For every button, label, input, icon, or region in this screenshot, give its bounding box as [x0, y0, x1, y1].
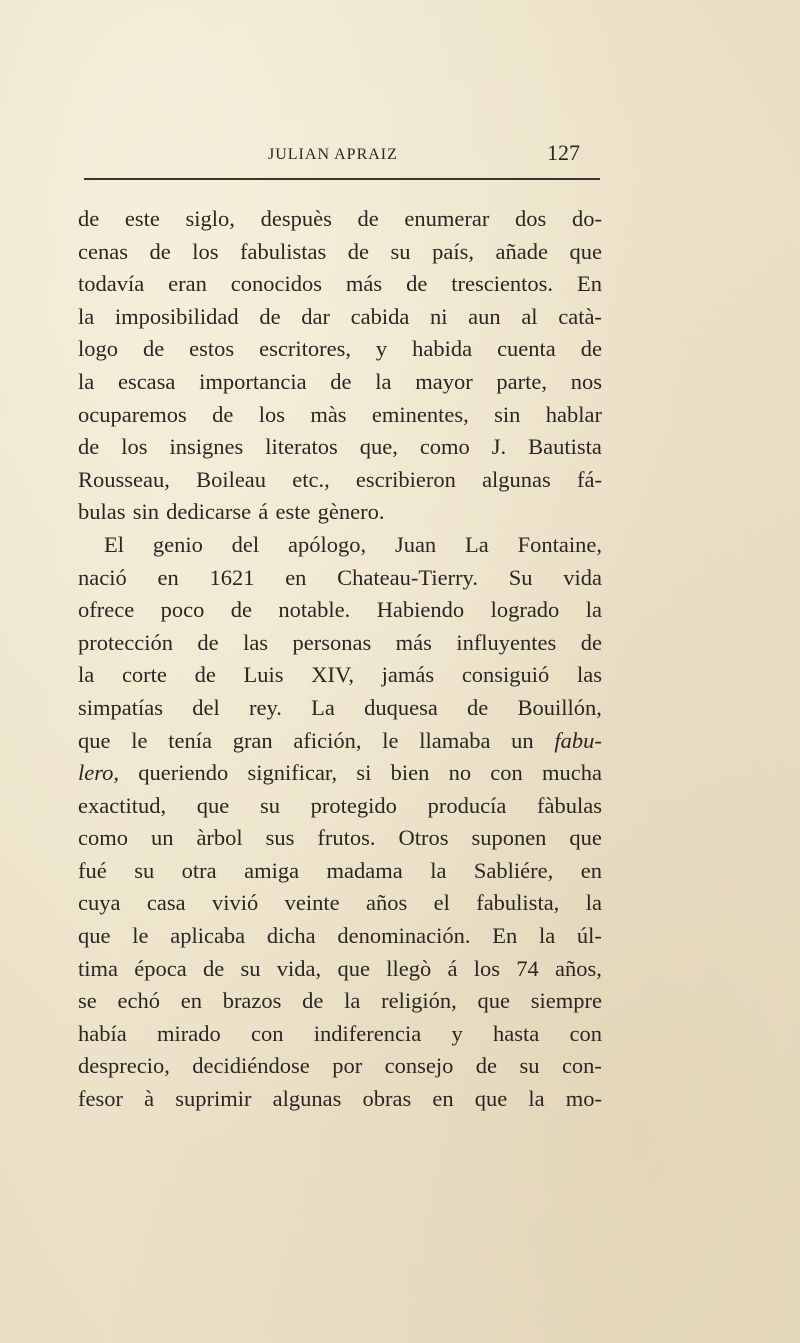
text-line: fué su otra amiga madama la Sabliére, en	[78, 857, 602, 883]
text-line: ocuparemos de los màs eminentes, sin hablar	[78, 401, 602, 427]
running-head	[78, 140, 608, 170]
text-line: logo de estos escritores, y habida cuenta de	[78, 336, 602, 362]
running-head-author: JULIAN APRAIZ	[268, 146, 398, 163]
text-line: cuya casa vivió veinte años el fabulista, la	[78, 890, 602, 916]
text-line: lero, queriendo significar, si bien no con mucha	[78, 760, 602, 786]
text-line: de los insignes literatos que, como J. Bautista	[78, 434, 602, 460]
text-line: desprecio, decidiéndose por consejo de su con-	[78, 1053, 602, 1079]
body-text	[78, 203, 602, 1116]
text-line: El genio del apólogo, Juan La Fontaine,	[104, 531, 602, 557]
text-line: había mirado con indiferencia y hasta con	[78, 1020, 602, 1046]
page-number: 127	[547, 140, 580, 165]
text-line: todavía eran conocidos más de trescientos. En	[78, 271, 602, 297]
text-line: nació en 1621 en Chateau-Tierry. Su vida	[78, 564, 602, 590]
text-line: la imposibilidad de dar cabida ni aun al catà-	[78, 303, 602, 329]
text-line: se echó en brazos de la religión, que siempre	[78, 988, 602, 1014]
text-line: exactitud, que su protegido producía fàbulas	[78, 792, 602, 818]
text-line: ofrece poco de notable. Habiendo logrado la	[78, 597, 602, 623]
text-line: protección de las personas más influyentes de	[78, 629, 602, 655]
text-line: que le aplicaba dicha denominación. En la úl-	[78, 923, 602, 949]
text-line: la escasa importancia de la mayor parte, nos	[78, 368, 602, 394]
text-line: Rousseau, Boileau etc., escribieron algunas fá-	[78, 466, 602, 492]
text-line: cenas de los fabulistas de su país, añade que	[78, 238, 602, 264]
text-line: fesor à suprimir algunas obras en que la mo-	[78, 1086, 602, 1112]
text-line: la corte de Luis XIV, jamás consiguió las	[78, 662, 602, 688]
text-line: como un àrbol sus frutos. Otros suponen que	[78, 825, 602, 851]
text-line: que le tenía gran afición, le llamaba un fabu-	[78, 727, 602, 753]
text-line: tima época de su vida, que llegò á los 74 años,	[78, 955, 602, 981]
text-line: de este siglo, despuès de enumerar dos do-	[78, 206, 602, 231]
text-line: bulas sin dedicarse á este gènero.	[78, 499, 385, 525]
text-line: simpatías del rey. La duquesa de Bouillón,	[78, 694, 602, 720]
header-rule	[84, 178, 600, 180]
